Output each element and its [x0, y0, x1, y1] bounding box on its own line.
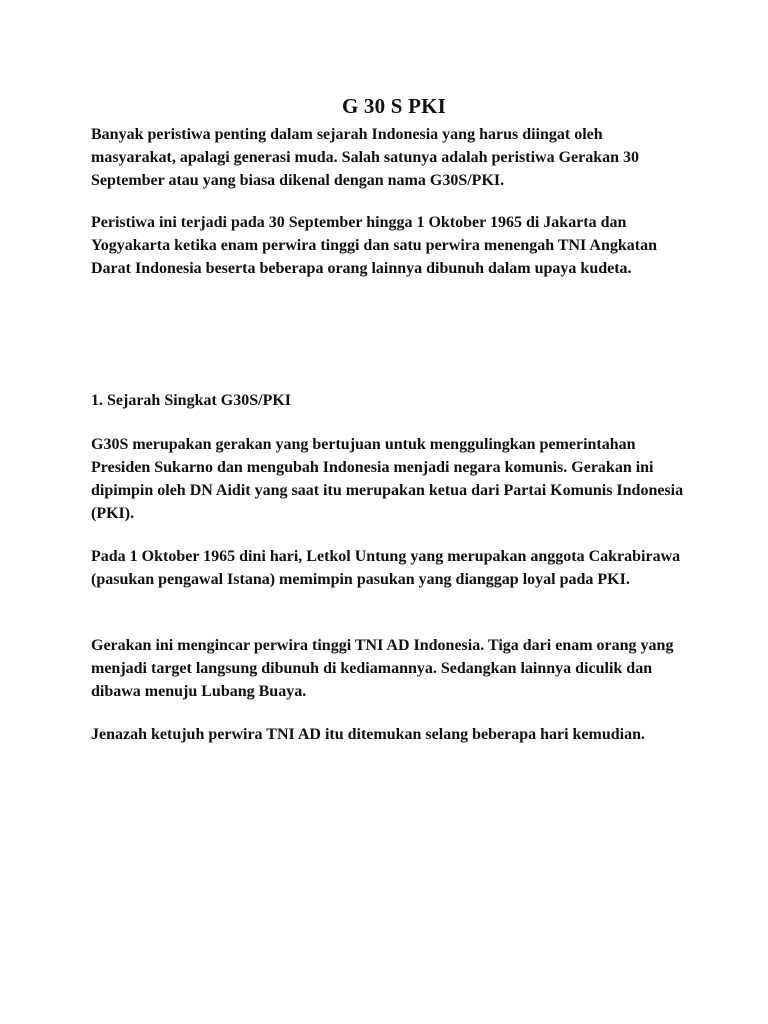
section-paragraph-4: Jenazah ketujuh perwira TNI AD itu ditemukan selang beberapa hari kemudian. — [91, 726, 645, 743]
section-heading: 1. Sejarah Singkat G30S/PKI — [91, 392, 292, 409]
intro-paragraph-1: Banyak peristiwa penting dalam sejarah Indonesia yang harus diingat oleh masyarakat, apalagi generasi muda. Salah satunya adalah peristiwa Gerakan 30 September atau yang biasa dikenal dengan nama G30S/PKI. — [91, 126, 640, 189]
document-title: G 30 S PKI — [341, 94, 447, 118]
section-paragraph-1: G30S merupakan gerakan yang bertujuan untuk menggulingkan pemerintahan Presiden Sukarno dan mengubah Indonesia menjadi negara komunis. Gerakan ini dipimpin oleh DN Aidit yang saat itu merupakan ketua dari Partai Komunis Indonesia (PKI). — [91, 436, 684, 522]
intro-paragraph-2: Peristiwa ini terjadi pada 30 September hingga 1 Oktober 1965 di Jakarta dan Yogyakarta ketika enam perwira tinggi dan satu perwira menengah TNI Angkatan Darat Indonesia beserta beberapa orang lainnya dibunuh dalam upaya kudeta. — [91, 214, 657, 277]
section-paragraph-2: Pada 1 Oktober 1965 dini hari, Letkol Untung yang merupakan anggota Cakrabirawa (pasukan pengawal Istana) memimpin pasukan yang dianggap loyal pada PKI. — [91, 548, 681, 588]
section-paragraph-3: Gerakan ini mengincar perwira tinggi TNI AD Indonesia. Tiga dari enam orang yang menjadi target langsung dibunuh di kediamannya. Sedangkan lainnya diculik dan dibawa menuju Lubang Buaya. — [91, 637, 674, 700]
